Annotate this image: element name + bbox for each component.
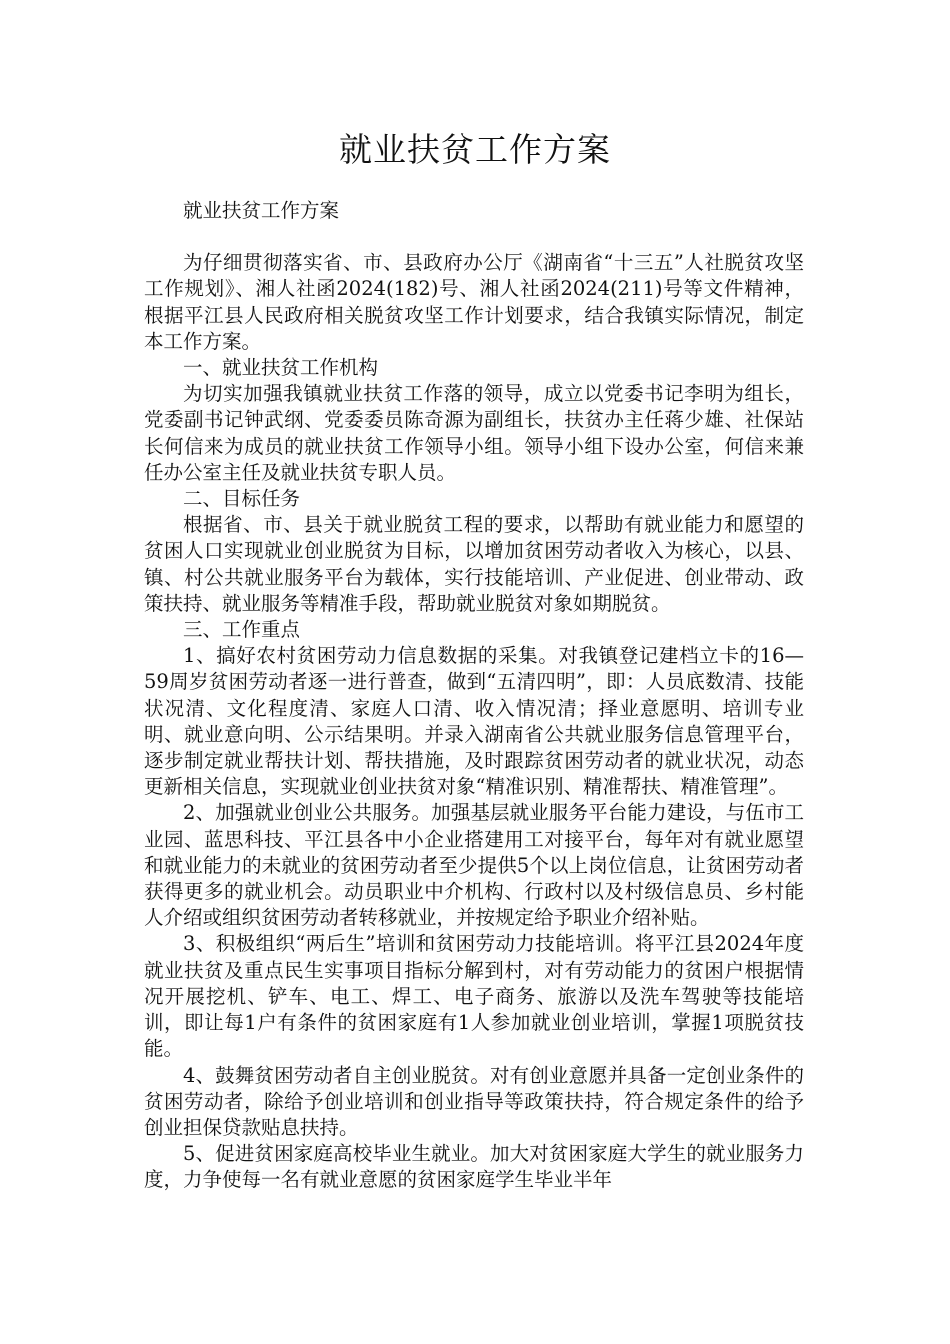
document-body xyxy=(144,198,804,1194)
organization-paragraph: 为切实加强我镇就业扶贫工作落的领导，成立以党委书记李明为组长，党委副书记钟武纲、党委委员陈奇源为副组长，扶贫办主任蒋少雄、社保站长何信来为成员的就业扶贫工作领导小组。领导小组下设办公室，何信来兼任办公室主任及就业扶贫专职人员。 xyxy=(144,382,804,484)
section-heading-organization: 一、就业扶贫工作机构 xyxy=(183,356,379,380)
goals-paragraph: 根据省、市、县关于就业脱贫工程的要求，以帮助有就业能力和愿望的贫困人口实现就业创业脱贫为目标，以增加贫困劳动者收入为核心，以县、镇、村公共就业服务平台为载体，实行技能培训、产业促进、创业带动、政策扶持、就业服务等精准手段，帮助就业脱贫对象如期脱贫。 xyxy=(144,513,804,615)
key-work-item-4: 4、鼓舞贫困劳动者自主创业脱贫。对有创业意愿并具备一定创业条件的贫困劳动者，除给予创业培训和创业指导等政策扶持，符合规定条件的给予创业担保贷款贴息扶持。 xyxy=(144,1063,804,1139)
key-work-item-5: 5、促进贫困家庭高校毕业生就业。加大对贫困家庭大学生的就业服务力度，力争使每一名有就业意愿的贫困家庭学生毕业半年 xyxy=(144,1142,804,1192)
intro-paragraph: 为仔细贯彻落实省、市、县政府办公厅《湖南省“十三五”人社脱贫攻坚工作规划》、湘人社函2024(182)号、湘人社函2024(211)号等文件精神，根据平江县人民政府相关脱贫攻坚工作计划要求，结合我镇实际情况，制定本工作方案。 xyxy=(144,251,804,353)
key-work-item-2: 2、加强就业创业公共服务。加强基层就业服务平台能力建设，与伍市工业园、蓝思科技、平江县各中小企业搭建用工对接平台，每年对有就业愿望和就业能力的未就业的贫困劳动者至少提供5个以上岗位信息，让贫困劳动者获得更多的就业机会。动员职业中介机构、行政村以及村级信息员、乡村能人介绍或组织贫困劳动者转移就业，并按规定给予职业介绍补贴。 xyxy=(144,801,804,930)
section-heading-goals: 二、目标任务 xyxy=(183,487,301,511)
key-work-item-3: 3、积极组织“两后生”培训和贫困劳动力技能培训。将平江县2024年度就业扶贫及重点民生实事项目指标分解到村，对有劳动能力的贫困户根据情况开展挖机、铲车、电工、焊工、电子商务、旅游以及洗车驾驶等技能培训，即让每1户有条件的贫困家庭有1人参加就业创业培训，掌握1项脱贫技能。 xyxy=(144,932,804,1061)
document-title: 就业扶贫工作方案 xyxy=(339,130,611,169)
section-heading-key-work: 三、工作重点 xyxy=(183,618,301,642)
key-work-item-1: 1、搞好农村贫困劳动力信息数据的采集。对我镇登记建档立卡的16—59周岁贫困劳动者逐一进行普查，做到“五清四明”，即：人员底数清、技能状况清、文化程度清、家庭人口清、收入情况清；择业意愿明、培训专业明、就业意向明、公示结果明。并录入湖南省公共就业服务信息管理平台，逐步制定就业帮扶计划、帮扶措施，及时跟踪贫困劳动者的就业状况，动态更新相关信息，实现就业创业扶贫对象“精准识别、精准帮扶、精准管理”。 xyxy=(144,644,804,799)
document-subtitle: 就业扶贫工作方案 xyxy=(183,199,340,222)
